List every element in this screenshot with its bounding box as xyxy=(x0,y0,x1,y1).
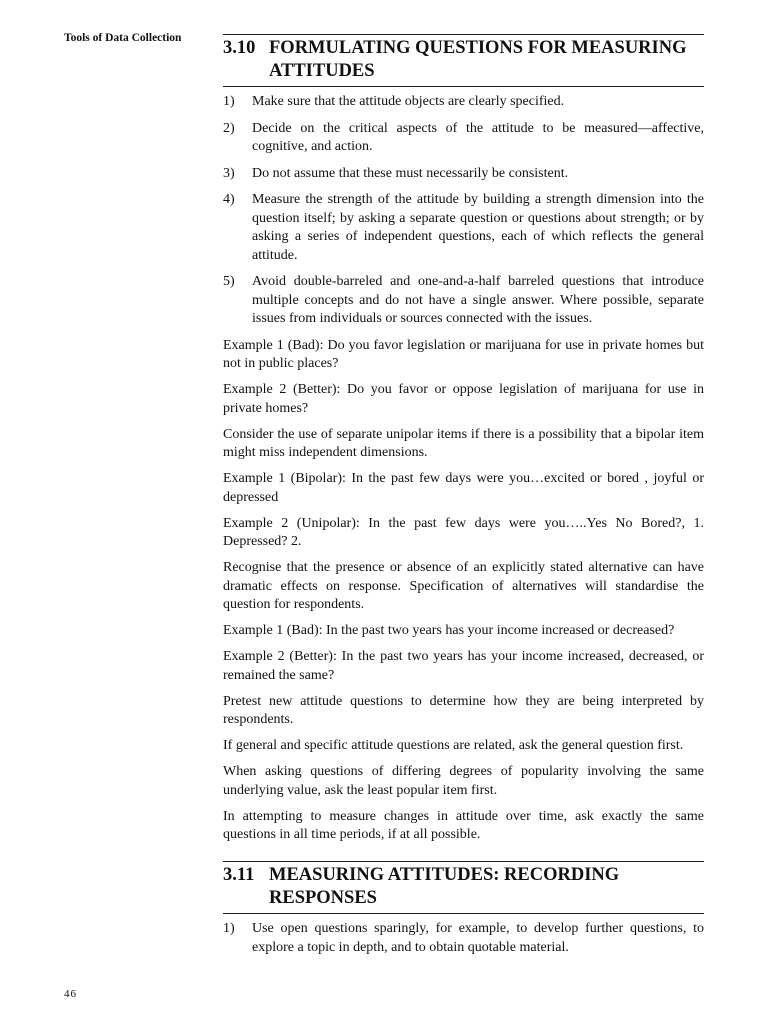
section-rule-bottom xyxy=(223,86,704,87)
item-text: Use open questions sparingly, for example, to develop further questions, to explore a topic in depth, and to obtain quotable material. xyxy=(252,921,704,955)
item-number: 1) xyxy=(223,94,235,109)
paragraph: Example 1 (Bad): Do you favor legislation or marijuana for use in private homes but not in public places? xyxy=(223,337,704,371)
paragraph: Example 2 (Unipolar): In the past few days were you…..Yes No Bored?, 1. Depressed? 2. xyxy=(223,515,704,549)
section-number: 3.10 xyxy=(223,38,256,58)
paragraph: Example 2 (Better): Do you favor or oppose legislation of marijuana for use in private homes? xyxy=(223,382,704,416)
paragraph: In attempting to measure changes in attitude over time, ask exactly the same questions in all time periods, if at all possible. xyxy=(223,808,704,842)
guideline-list xyxy=(223,93,704,329)
paragraph: Example 1 (Bad): In the past two years has your income increased or decreased? xyxy=(223,623,675,638)
list-item xyxy=(223,920,704,957)
paragraph: Recognise that the presence or absence of an explicitly stated alternative can have dramatic effects on response. Specification of alternatives will standardise the question for respondents. xyxy=(223,560,704,612)
list-item xyxy=(223,165,704,184)
item-number: 5) xyxy=(223,274,235,289)
paragraph: When asking questions of differing degrees of popularity involving the same underlying value, ask the least popular item first. xyxy=(223,764,704,798)
paragraph: Consider the use of separate unipolar items if there is a possibility that a bipolar item might miss independent dimensions. xyxy=(223,426,704,460)
spacer xyxy=(223,852,704,861)
list-item xyxy=(223,93,704,112)
list-item xyxy=(223,120,704,157)
list-item xyxy=(223,273,704,329)
section-title: FORMULATING QUESTIONS FOR MEASURING ATTITUDES xyxy=(269,38,687,81)
section-rule-bottom xyxy=(223,913,704,914)
section-heading-3-11 xyxy=(223,862,704,913)
page-number: 46 xyxy=(64,988,77,1000)
item-number: 2) xyxy=(223,120,235,136)
item-number: 4) xyxy=(223,192,235,207)
recording-list xyxy=(223,920,704,957)
list-item xyxy=(223,191,704,265)
item-text: Make sure that the attitude objects are clearly specified. xyxy=(252,94,565,109)
running-header: Tools of Data Collection xyxy=(64,32,182,44)
page-content xyxy=(223,34,704,965)
paragraph: Pretest new attitude questions to determine how they are being interpreted by respondents. xyxy=(223,693,704,727)
paragraph: Example 1 (Bipolar): In the past few days were you…excited or bored , joyful or depressed xyxy=(223,471,704,505)
section-number: 3.11 xyxy=(223,865,255,885)
item-text: Avoid double-barreled and one-and-a-half barreled questions that introduce multiple concepts and do not have a single answer. Where possible, separate issues from individuals or sources connected with the issues. xyxy=(252,274,704,326)
item-text: Measure the strength of the attitude by building a strength dimension into the question itself; by asking a separate question or questions about strength; or by asking a series of independent questions, each of which reflects the general attitude. xyxy=(252,192,704,263)
item-number: 1) xyxy=(223,921,235,936)
item-number: 3) xyxy=(223,165,235,181)
paragraph: If general and specific attitude questions are related, ask the general question first. xyxy=(223,738,684,753)
item-text: Decide on the critical aspects of the attitude to be measured—affective, cognitive, and action. xyxy=(252,120,704,154)
item-text: Do not assume that these must necessarily be consistent. xyxy=(252,165,569,181)
paragraph: Example 2 (Better): In the past two years has your income increased, decreased, or remained the same? xyxy=(223,649,704,683)
section-title: MEASURING ATTITUDES: RECORDING RESPONSES xyxy=(269,865,620,908)
section-heading-3-10 xyxy=(223,35,704,86)
